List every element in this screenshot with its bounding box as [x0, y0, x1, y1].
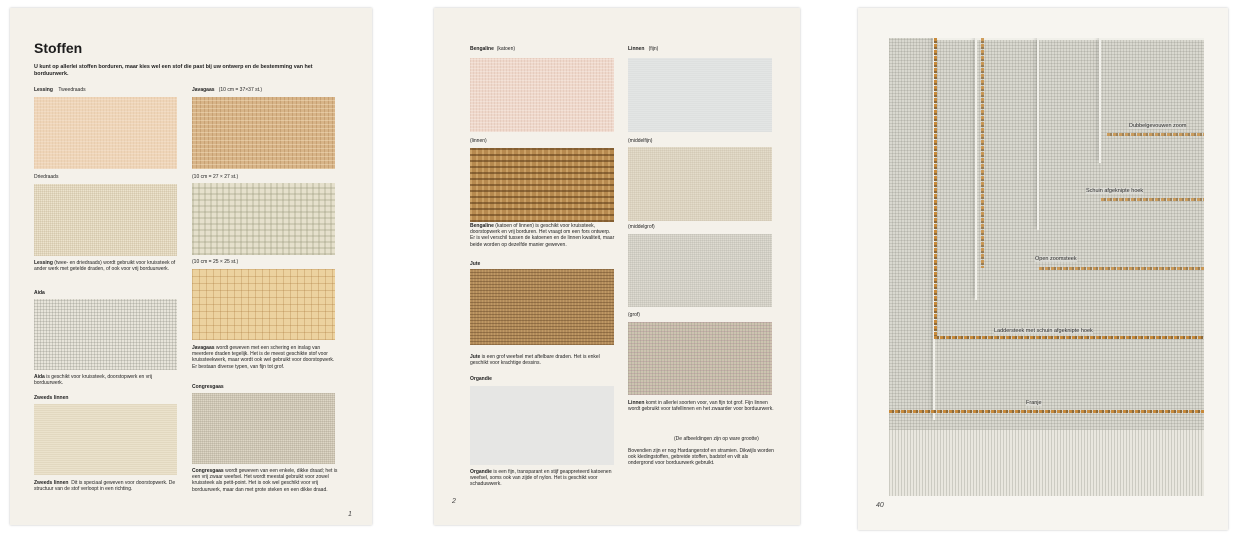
double-fold-hem-stitch: [1107, 133, 1204, 136]
swatch-javagaas-25: [192, 269, 335, 340]
label-dubbelgevouwen-zoom: Dubbelgevouwen zoom: [1129, 123, 1187, 129]
page-3: [858, 8, 1228, 530]
organdie-description: Organdie is een fijn, transparant en stijf geappreteerd katoenen weefsel, soms ook van zijde of nylon. Het is geschikt voor schaduwwerk.: [470, 469, 612, 488]
javagaas-count-25: (10 cm = 25 × 25 st.): [192, 259, 239, 265]
congresgaas-label: Congresgaas: [192, 384, 224, 390]
congresgaas-description: Congresgaas wordt geweven van een enkele, dikke draad; het is een vrij zwaar weefsel. Het wordt meestal gebruikt voor zowel kruissteek als petit-point. Het is ook wel geschikt voor vrij borduurwerk, maar dan met grote steken en een dikke draad.: [192, 468, 338, 493]
swatch-bengaline-linnen: [470, 148, 614, 222]
zweeds-description: Zweeds linnen Dit is speciaal geweven voor doorstopwerk. De structuur van de stof verloopt in een richting.: [34, 480, 176, 493]
swatch-congresgaas: [192, 393, 335, 464]
bengaline-linnen-label: (linnen): [470, 138, 487, 144]
mitred-corner-stitch: [1101, 198, 1204, 201]
label-franje: Franje: [1026, 400, 1042, 406]
linnen-caption: Linnen (fijn): [628, 46, 659, 52]
javagaas-caption: Javagaas (10 cm = 37×37 st.): [192, 87, 263, 93]
swatch-linnen-middelgrof: [628, 234, 772, 307]
swatch-lessing-driedraads: [34, 184, 177, 256]
swatch-zweeds-linnen: [34, 404, 177, 475]
intro-text: U kunt op allerlei stoffen borduren, maar kies wel een stof die past bij uw ontwerp en de bestemming van het borduurwerk.: [34, 64, 313, 77]
linnen-middelgrof-label: (middelgrof): [628, 224, 655, 230]
page-number: 40: [876, 502, 884, 509]
driedraads-label: Driedraads: [34, 174, 59, 180]
closing-text: Bovendien zijn er nog Hardangerstof en stramien. Dikwijls worden ook kledingstoffen, gebreide stoffen, badstof en vilt als ondergrond voor borduurwerk gebruikt.: [628, 448, 774, 467]
page-1: [10, 8, 372, 525]
hem-fold-inner: [1099, 38, 1204, 163]
linnen-middelfijn-label: (middelfijn): [628, 138, 653, 144]
lessing-description: Lessing (twee- en driedraads) wordt gebruikt voor kruissteek of ander werk met getelde draden, of ook voor vrij borduurwerk.: [34, 260, 176, 273]
label-schuin-afgeknipte-hoek: Schuin afgeknipte hoek: [1086, 188, 1144, 194]
page-number: 2: [452, 498, 456, 505]
swatch-lessing-tweedraads: [34, 97, 177, 169]
page-title: Stoffen: [34, 40, 83, 56]
swatch-linnen-middelfijn: [628, 147, 772, 221]
ladder-stitch-vertical: [934, 38, 937, 338]
open-hem-stitch-horizontal: [1039, 267, 1204, 270]
javagaas-description: Javagaas wordt geweven met een schering en inslag van meerdere draden tegelijk. Het is de meest geschikte stof voor kruissteekwerk, maar wordt ook wel gebruikt voor doorstopwerk. Er bestaan diverse typen, van fijn tot grof.: [192, 345, 335, 370]
swatch-javagaas-27: [192, 183, 335, 255]
swatch-javagaas-37: [192, 97, 335, 169]
page-number: 1: [348, 511, 352, 518]
open-hem-stitch-vertical: [981, 38, 984, 268]
hem-stitches-photo: [889, 38, 1204, 496]
swatch-organdie: [470, 386, 614, 465]
fringe: [889, 430, 1204, 496]
jute-label: Jute: [470, 261, 481, 267]
label-ladder-steek: Laddersteek met schuin afgeknipte hoek: [994, 328, 1093, 334]
zweeds-label: Zweeds linnen: [34, 395, 69, 401]
page-2: [434, 8, 800, 525]
swatch-linnen-grof: [628, 322, 772, 395]
swatch-aida: [34, 299, 177, 370]
javagaas-count-27: (10 cm = 27 × 27 st.): [192, 174, 239, 180]
swatch-linnen-fijn: [628, 58, 772, 132]
size-note: (De afbeeldingen zijn op ware grootte): [674, 436, 759, 442]
bengaline-caption: Bengaline (katoen): [470, 46, 516, 52]
lessing-label: Lessing: [34, 87, 53, 93]
linnen-description: Linnen komt in allerlei soorten voor, van fijn tot grof. Fijn linnen wordt gebruikt voor tafellinnen en het zwaarder voor borduurwerk.: [628, 400, 774, 413]
label-open-zoomsteek: Open zoomsteek: [1035, 256, 1077, 262]
swatch-bengaline-katoen: [470, 58, 614, 132]
tweedraads-label: Tweedraads: [58, 87, 86, 93]
lessing-caption: [34, 87, 86, 93]
linnen-grof-label: (grof): [628, 312, 640, 318]
organdie-label: Organdie: [470, 376, 492, 382]
swatch-jute: [470, 269, 614, 345]
fringe-edge-stitch: [889, 410, 1204, 413]
aida-label: Aida: [34, 290, 45, 296]
jute-description: Jute is een grof weefsel met aftelbare draden. Het is enkel geschikt voor krachtige dessins.: [470, 354, 600, 367]
ladder-stitch-horizontal: [934, 336, 1204, 339]
aida-description: Aida is geschikt voor kruissteek, doorstopwerk en vrij borduurwerk.: [34, 374, 153, 387]
bengaline-description: Bengaline (katoen of linnen) is geschikt voor kruissteek, doorstopwerk en vrij borduren. Het vraagt om een fors ontwerp. Er is wel verschil tussen de katoenen en de linnen kwaliteit, maar beide worden op dezelfde manier geweven.: [470, 223, 615, 248]
